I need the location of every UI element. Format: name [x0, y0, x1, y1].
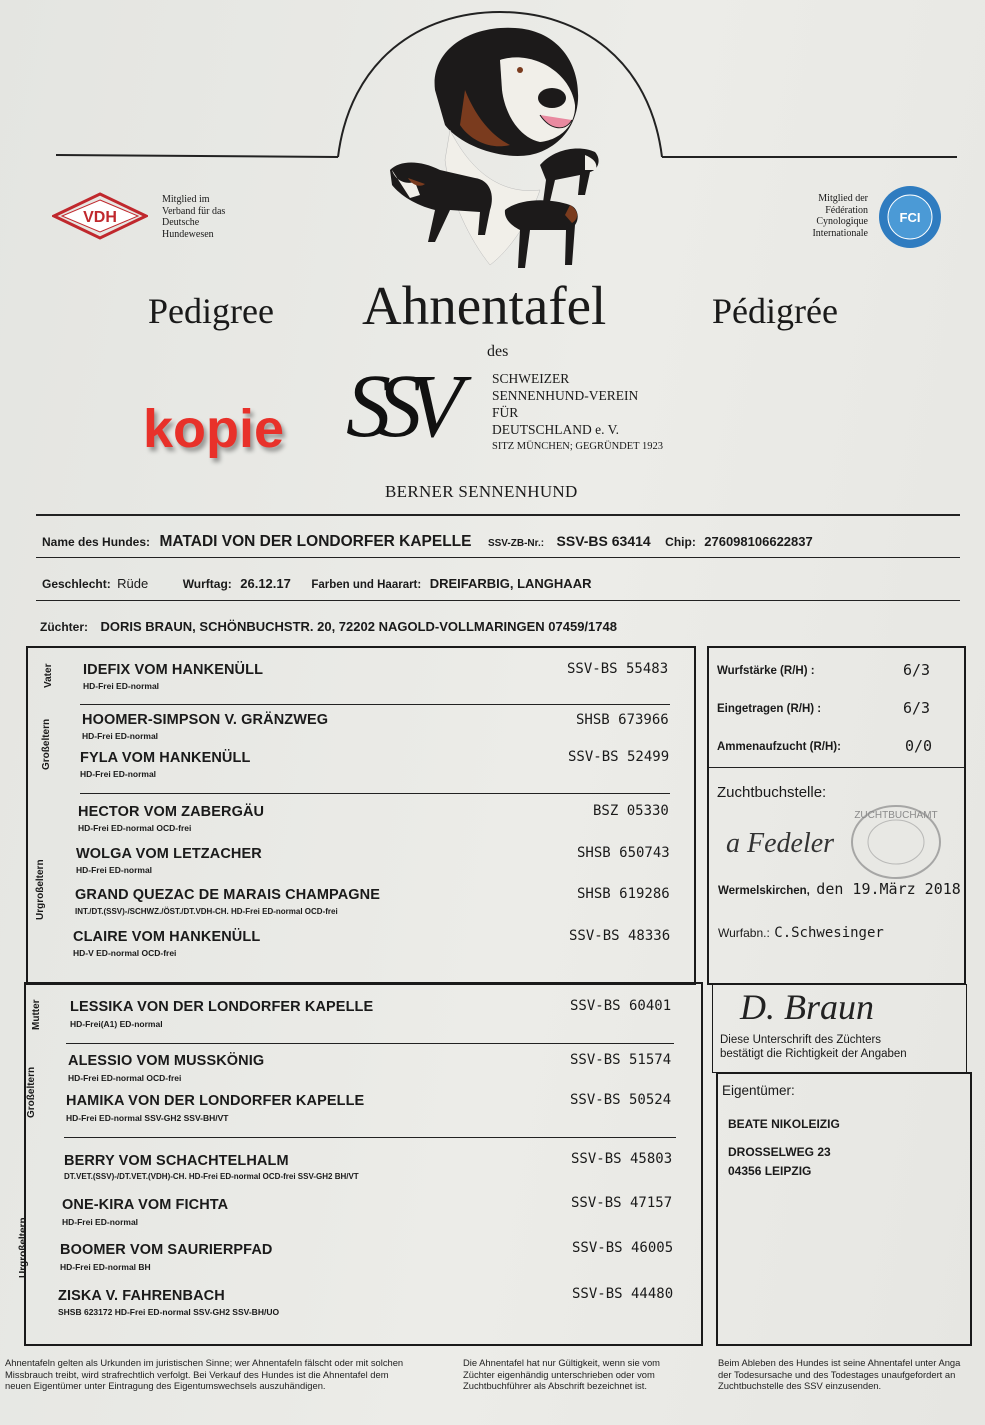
- footer-validity: Die Ahnentafel hat nur Gültigkeit, wenn sie vom Züchter eigenhändig unterschrieben oder vom Zuchtbuchführer als Abschrift bezeichnet ist.: [463, 1357, 660, 1391]
- dog-name: MATADI VON DER LONDORFER KAPELLE: [159, 533, 472, 550]
- nurse-label: Ammenaufzucht (R/H):: [717, 741, 841, 753]
- title-pedigree: Pedigree: [148, 291, 274, 331]
- divider: [80, 793, 670, 794]
- footer-legal: Ahnentafeln gelten als Urkunden im juristischen Sinne; wer Ahnentafeln fälscht oder mit solchen Missbrauch treibt, wird strafrechtlich verfolgt. Bei Verkauf des Hundes ist die Ahnentafel dem neuen Eigentümer unter Eintragung des Eigentumswechsels auszuhändigen.: [5, 1357, 404, 1391]
- bernese-dog-illustration: [380, 20, 620, 275]
- litter-size-value: 6/3: [903, 661, 931, 679]
- divider: [709, 767, 964, 768]
- copy-stamp: kopie: [143, 399, 285, 459]
- dog-name-label: Name des Hundes:: [42, 535, 151, 549]
- great-grandparent-health: HD-Frei ED-normal OCD-frei: [78, 823, 192, 833]
- wurfabn-value: C.Schwesinger: [774, 925, 884, 941]
- great-grandparent-reg: SSV-BS 46005: [572, 1240, 674, 1256]
- registered-label: Eingetragen (R/H) :: [717, 703, 822, 715]
- sex-label: Geschlecht:: [42, 577, 111, 591]
- birth-label: Wurftag:: [182, 577, 232, 591]
- wurfabn-label: Wurfabn.:: [718, 926, 770, 940]
- sex-value: Rüde: [117, 576, 149, 591]
- great-grandparent-name: HECTOR VOM ZABERGÄU: [78, 804, 265, 820]
- chip-label: Chip:: [665, 535, 696, 549]
- dam-name: LESSIKA VON DER LONDORFER KAPELLE: [70, 999, 374, 1015]
- great-grandparent-name: GRAND QUEZAC DE MARAIS CHAMPAGNE: [75, 887, 381, 903]
- vdh-logo: [52, 192, 148, 240]
- great-grandparent-reg: SHSB 619286: [577, 886, 670, 902]
- dam-reg: SSV-BS 60401: [570, 998, 672, 1014]
- zb-label: SSV-ZB-Nr.:: [487, 538, 545, 549]
- divider: [36, 557, 960, 558]
- great-grandparent-health: HD-Frei ED-normal: [62, 1217, 139, 1227]
- title-ahnentafel: Ahnentafel: [362, 275, 607, 336]
- club-name: SCHWEIZER SENNENHUND-VEREIN FÜR DEUTSCHLAND e. V. SITZ MÜNCHEN; GEGRÜNDET 1923: [492, 371, 664, 452]
- great-grandparent-name: BOOMER VOM SAURIERPFAD: [60, 1242, 273, 1258]
- divider: [66, 1043, 674, 1044]
- wurfabn-row: [718, 924, 884, 942]
- great-grandparent-reg: BSZ 05330: [593, 803, 669, 819]
- divider: [64, 1137, 676, 1138]
- sire-health: HD-Frei ED-normal: [83, 681, 160, 691]
- breed-name: BERNER SENNENHUND: [385, 482, 578, 501]
- maternal-grandsire-reg: SSV-BS 51574: [570, 1052, 672, 1068]
- maternal-granddam-health: HD-Frei ED-normal SSV-GH2 SSV-BH/VT: [66, 1113, 229, 1123]
- office-seal: [846, 800, 946, 880]
- great-grandparent-reg: SSV-BS 45803: [571, 1151, 673, 1167]
- vdh-membership-text: Mitglied im Verband für das Deutsche Hundewesen: [162, 194, 226, 240]
- issue-date: den 19.März 2018: [816, 880, 961, 898]
- great-grandparent-name: WOLGA VOM LETZACHER: [76, 846, 262, 862]
- great-grandparent-health: SHSB 623172 HD-Frei ED-normal SSV-GH2 SSV-BH/UO: [58, 1307, 280, 1317]
- registered-value: 6/3: [903, 699, 931, 717]
- svg-text:VDH: VDH: [83, 209, 117, 226]
- label-urgrosseltern: Urgroßeltern: [18, 1217, 29, 1278]
- label-mutter: Mutter: [31, 999, 42, 1030]
- fci-membership-text: Mitglied der Fédération Cynologique Internationale: [812, 193, 868, 239]
- maternal-granddam-reg: SSV-BS 50524: [570, 1092, 672, 1108]
- great-grandparent-health: DT.VET.(SSV)-/DT.VET.(VDH)-CH. HD-Frei ED-normal OCD-frei SSV-GH2 BH/VT: [64, 1172, 359, 1181]
- divider: [36, 600, 960, 601]
- signature-note: Diese Unterschrift des Züchters bestätigt die Richtigkeit der Angaben: [720, 1034, 907, 1060]
- fci-logo: [877, 184, 943, 250]
- label-grosseltern: Großeltern: [26, 1066, 37, 1118]
- paternal-grandsire-name: HOOMER-SIMPSON V. GRÄNZWEG: [82, 712, 329, 728]
- footer-death-notice: Beim Ableben des Hundes ist seine Ahnentafel unter Anga der Todesursache und des Todestages unaufgefordert an Zuchtbuchstelle des SSV einzusenden.: [718, 1357, 961, 1391]
- owner-box: [716, 1072, 972, 1346]
- sire-name: IDEFIX VOM HANKENÜLL: [83, 662, 264, 678]
- nurse-value: 0/0: [905, 737, 933, 755]
- great-grandparent-name: CLAIRE VOM HANKENÜLL: [73, 929, 261, 945]
- maternal-grandsire-health: HD-Frei ED-normal OCD-frei: [68, 1073, 182, 1083]
- owner-label: Eigentümer:: [722, 1083, 795, 1098]
- label-vater: Vater: [43, 663, 54, 688]
- ssv-logo: SSV: [346, 357, 449, 456]
- color-value: DREIFARBIG, LANGHAAR: [429, 576, 592, 591]
- label-grosseltern: Großeltern: [41, 718, 52, 770]
- zb-number: SSV-BS 63414: [556, 533, 651, 549]
- des-text: des: [487, 343, 509, 360]
- great-grandparent-health: HD-Frei ED-normal: [76, 865, 153, 875]
- paternal-granddam-health: HD-Frei ED-normal: [80, 769, 157, 779]
- divider: [80, 704, 670, 705]
- maternal-grandsire-name: ALESSIO VOM MUSSKÖNIG: [68, 1053, 265, 1069]
- great-grandparent-name: ZISKA V. FAHRENBACH: [58, 1288, 225, 1304]
- great-grandparent-reg: SSV-BS 44480: [572, 1286, 674, 1302]
- great-grandparent-reg: SHSB 650743: [577, 845, 670, 861]
- issue-place: Wermelskirchen,: [718, 885, 810, 897]
- office-label: Zuchtbuchstelle:: [717, 784, 827, 801]
- maternal-granddam-name: HAMIKA VON DER LONDORFER KAPELLE: [66, 1093, 365, 1109]
- office-signature: a Fedeler: [726, 828, 835, 859]
- birth-date: 26.12.17: [240, 576, 291, 591]
- great-grandparent-reg: SSV-BS 48336: [569, 928, 671, 944]
- owner-street: DROSSELWEG 23: [728, 1145, 831, 1159]
- svg-text:FCI: FCI: [899, 210, 921, 225]
- breeder-value: DORIS BRAUN, SCHÖNBUCHSTR. 20, 72202 NAGOLD-VOLLMARINGEN 07459/1748: [100, 619, 617, 634]
- sire-reg: SSV-BS 55483: [567, 661, 669, 677]
- paternal-granddam-name: FYLA VOM HANKENÜLL: [80, 750, 251, 766]
- owner-name: BEATE NIKOLEIZIG: [728, 1117, 840, 1131]
- title-pedigree-fr: Pédigrée: [712, 291, 838, 331]
- svg-text:ZUCHTBUCHAMT: ZUCHTBUCHAMT: [854, 810, 938, 821]
- paternal-grandsire-reg: SHSB 673966: [576, 712, 669, 728]
- great-grandparent-health: HD-V ED-normal OCD-frei: [73, 948, 177, 958]
- breeder-label: Züchter:: [40, 620, 88, 634]
- great-grandparent-name: ONE-KIRA VOM FICHTA: [62, 1197, 229, 1213]
- great-grandparent-name: BERRY VOM SCHACHTELHALM: [64, 1153, 289, 1169]
- dam-health: HD-Frei(A1) ED-normal: [70, 1019, 163, 1029]
- breeder-row: [40, 618, 617, 636]
- great-grandparent-reg: SSV-BS 47157: [571, 1195, 673, 1211]
- label-urgrosseltern: Urgroßeltern: [35, 859, 46, 920]
- issue-place-date: [718, 880, 961, 899]
- owner-city: 04356 LEIPZIG: [728, 1164, 812, 1178]
- divider: [36, 514, 960, 516]
- chip-number: 276098106622837: [704, 534, 813, 549]
- paternal-granddam-reg: SSV-BS 52499: [568, 749, 670, 765]
- great-grandparent-health: HD-Frei ED-normal BH: [60, 1262, 151, 1272]
- great-grandparent-health: INT./DT.(SSV)-/SCHWZ./ÖST./DT.VDH-CH. HD-Frei ED-normal OCD-frei: [75, 907, 338, 916]
- paternal-grandsire-health: HD-Frei ED-normal: [82, 731, 159, 741]
- dog-name-row: [42, 533, 813, 551]
- dog-details-row: [42, 575, 591, 593]
- color-label: Farben und Haarart:: [311, 579, 422, 591]
- litter-size-label: Wurfstärke (R/H) :: [717, 665, 815, 677]
- breeder-signature: D. Braun: [740, 987, 874, 1027]
